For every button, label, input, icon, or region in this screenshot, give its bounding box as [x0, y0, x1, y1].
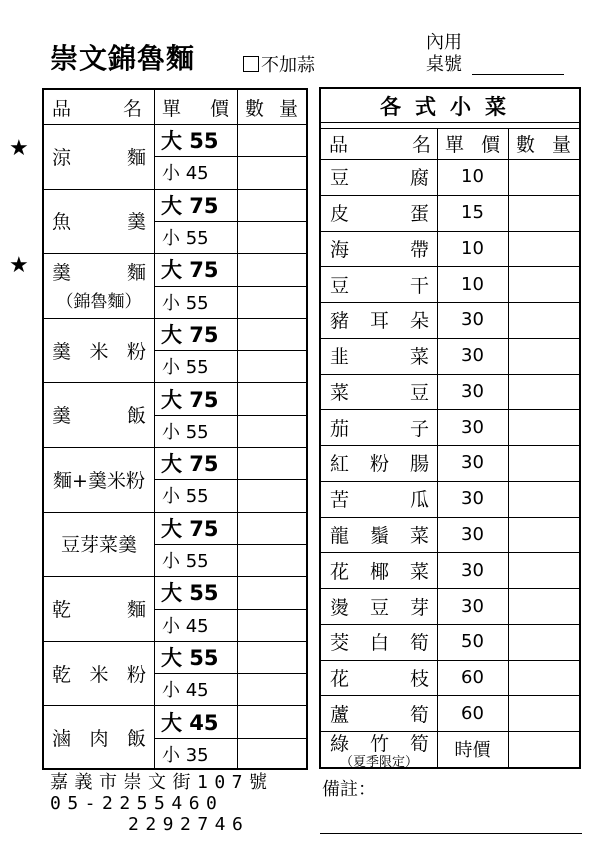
quantity-field[interactable]	[508, 374, 579, 410]
side-dish-char: 干	[409, 274, 429, 297]
menu-item-name	[44, 124, 154, 189]
quantity-field[interactable]	[508, 338, 579, 374]
header-char: 量	[551, 134, 571, 156]
quantity-large-field[interactable]	[237, 253, 306, 285]
side-dish-name	[321, 445, 437, 481]
side-dish-price: 10	[461, 273, 484, 295]
side-dish-char: 椰	[369, 560, 389, 583]
side-dish-char: 筍	[409, 732, 429, 755]
menu-item-char: 羹	[52, 262, 72, 285]
side-dish-label	[321, 729, 437, 756]
menu-item-label	[44, 595, 154, 622]
side-dish-name	[321, 302, 437, 338]
menu-item-name	[44, 382, 154, 447]
menu-item-label	[44, 401, 154, 428]
side-dish-char: 腐	[409, 167, 429, 190]
side-dish-price: 60	[461, 667, 484, 689]
side-dish-label	[321, 485, 437, 512]
side-dish-char: 花	[330, 668, 350, 691]
title-divider	[321, 122, 579, 123]
side-dish-name	[321, 660, 437, 696]
recommended-star-icon: ★	[9, 253, 29, 279]
side-dish-price: 30	[461, 380, 484, 402]
quantity-small-field[interactable]	[237, 350, 306, 382]
quantity-field[interactable]	[508, 731, 579, 767]
header-char: 名	[411, 134, 431, 156]
quantity-field[interactable]	[508, 624, 579, 660]
side-dish-char: 子	[409, 417, 429, 440]
shop-contact	[50, 772, 274, 835]
side-dish-label	[321, 306, 437, 333]
side-dish-label	[321, 378, 437, 405]
side-dish-price: 30	[461, 559, 484, 581]
large-price: 大 75	[161, 516, 219, 541]
menu-item-name	[44, 641, 154, 706]
menu-item-label	[44, 207, 154, 234]
side-dish-label	[321, 557, 437, 584]
quantity-large-field[interactable]	[237, 382, 306, 414]
quantity-large-field[interactable]	[237, 576, 306, 608]
quantity-large-field[interactable]	[237, 705, 306, 737]
side-dish-char: 豆	[330, 167, 350, 190]
menu-item-label	[44, 337, 154, 364]
menu-item-char: 羹	[126, 211, 146, 234]
side-dish-char: 菜	[409, 525, 429, 548]
menu-item-char: 涼	[52, 146, 72, 169]
small-price: 小 35	[162, 744, 209, 766]
phone-number-2: 2292746	[128, 814, 250, 835]
side-dish-char: 菜	[409, 346, 429, 369]
side-dish-char: 菜	[330, 381, 350, 404]
side-dish-char: 枝	[409, 668, 429, 691]
side-dish-label	[321, 593, 437, 620]
menu-item-name	[44, 512, 154, 577]
side-dish-char: 紅	[330, 453, 350, 476]
side-dish-subname: （夏季限定）	[339, 754, 418, 770]
side-dish-name	[321, 731, 437, 770]
quantity-field[interactable]	[508, 552, 579, 588]
side-dish-name	[321, 588, 437, 624]
menu-item-label	[44, 143, 154, 170]
side-dish-label	[321, 700, 437, 727]
side-dish-char: 豬	[330, 310, 350, 333]
menu-item-char: 乾	[52, 598, 72, 621]
side-dish-price: 30	[461, 452, 484, 474]
quantity-large-field[interactable]	[237, 512, 306, 544]
side-dish-char: 筍	[409, 703, 429, 726]
header-cell	[508, 128, 579, 159]
side-dish-char: 龍	[330, 525, 350, 548]
menu-item-char: 麵	[126, 598, 146, 621]
small-price: 小 45	[162, 680, 209, 702]
menu-item-char: 米	[89, 663, 109, 686]
side-dish-price: 10	[461, 237, 484, 259]
side-dish-price: 10	[461, 166, 484, 188]
large-price: 大 75	[161, 452, 219, 477]
quantity-small-field[interactable]	[237, 156, 306, 188]
menu-item-label	[44, 724, 154, 751]
quantity-small-field[interactable]	[237, 544, 306, 576]
side-dish-price: 30	[461, 595, 484, 617]
quantity-field[interactable]	[508, 588, 579, 624]
large-price: 大 75	[161, 387, 219, 412]
side-dish-price: 30	[461, 416, 484, 438]
side-dish-name	[321, 374, 437, 410]
quantity-field[interactable]	[508, 195, 579, 231]
side-dish-label	[321, 342, 437, 369]
quantity-small-field[interactable]	[237, 738, 306, 770]
side-dish-label	[321, 628, 437, 655]
menu-item-label	[44, 660, 154, 687]
large-price: 大 45	[161, 710, 219, 735]
large-price: 大 55	[161, 581, 219, 606]
side-dish-char: 茭	[330, 632, 350, 655]
menu-item-name	[44, 447, 154, 512]
side-dish-label	[321, 199, 437, 226]
quantity-small-field[interactable]	[237, 609, 306, 641]
header-char: 單	[445, 134, 465, 156]
quantity-large-field[interactable]	[237, 641, 306, 673]
side-dish-name	[321, 481, 437, 517]
side-dish-char: 豆	[330, 274, 350, 297]
side-dish-name	[321, 624, 437, 660]
side-dish-char: 海	[330, 238, 350, 261]
menu-item-name	[44, 318, 154, 383]
menu-item-name	[44, 253, 154, 318]
side-dish-label	[321, 163, 437, 190]
quantity-field[interactable]	[508, 409, 579, 445]
table-no-label: 桌號	[426, 54, 462, 75]
menu-item-char: 飯	[126, 728, 146, 751]
menu-item-char: 粉	[126, 340, 146, 363]
phone-number-1: 05-2255460	[50, 793, 224, 814]
side-dish-label	[321, 414, 437, 441]
side-dish-char: 皮	[330, 203, 350, 226]
header-cell	[321, 128, 437, 159]
side-dish-label	[321, 271, 437, 298]
quantity-field[interactable]	[508, 266, 579, 302]
menu-item-char: 米	[89, 340, 109, 363]
small-price: 小 45	[162, 615, 209, 637]
large-price: 大 75	[161, 258, 219, 283]
side-dish-char: 菜	[409, 560, 429, 583]
menu-item-label	[44, 258, 154, 285]
quantity-small-field[interactable]	[237, 286, 306, 318]
menu-item-char: 羹	[52, 340, 72, 363]
quantity-small-field[interactable]	[237, 479, 306, 511]
side-dish-name	[321, 695, 437, 731]
quantity-large-field[interactable]	[237, 124, 306, 156]
menu-item-char: 滷	[52, 728, 72, 751]
side-dish-char: 豆	[409, 381, 429, 404]
menu-item-subname: （錦魯麵）	[56, 292, 142, 313]
side-dish-char: 芽	[409, 596, 429, 619]
side-dish-char: 耳	[369, 310, 389, 333]
dine-in-block	[426, 32, 462, 76]
side-dish-char: 綠	[330, 732, 350, 755]
side-dish-name	[321, 195, 437, 231]
menu-item-name	[44, 576, 154, 641]
side-dish-char: 竹	[369, 732, 389, 755]
quantity-large-field[interactable]	[237, 189, 306, 221]
header-char: 價	[480, 134, 500, 156]
no-garlic-checkbox[interactable]	[243, 56, 259, 72]
side-dish-name	[321, 338, 437, 374]
large-price: 大 55	[161, 645, 219, 670]
side-dish-price: 30	[461, 524, 484, 546]
side-dish-char: 蛋	[409, 203, 429, 226]
quantity-field[interactable]	[508, 660, 579, 696]
side-dish-char: 鬚	[369, 525, 389, 548]
menu-item-char: 麵	[126, 262, 146, 285]
side-dish-char: 朵	[409, 310, 429, 333]
quantity-small-field[interactable]	[237, 415, 306, 447]
quantity-field[interactable]	[508, 445, 579, 481]
menu-item-name	[44, 705, 154, 770]
header-char: 量	[278, 97, 298, 120]
small-price: 小 55	[162, 421, 209, 443]
header-cell	[154, 90, 237, 124]
side-dish-price: 15	[461, 202, 484, 224]
side-dish-price: 30	[461, 345, 484, 367]
large-price: 大 75	[161, 193, 219, 218]
quantity-field[interactable]	[508, 231, 579, 267]
header-cell	[44, 90, 154, 124]
side-dish-char: 筍	[409, 632, 429, 655]
header-char: 數	[245, 97, 265, 120]
header-cell	[437, 128, 508, 159]
header-char: 品	[329, 134, 349, 156]
remarks-field[interactable]	[320, 833, 582, 834]
header-char: 名	[122, 97, 142, 120]
dine-in-label: 內用	[426, 32, 462, 53]
menu-item-name	[44, 189, 154, 254]
menu-item-label: 麵+羹米粉	[53, 469, 145, 492]
side-dish-price: 60	[461, 702, 484, 724]
side-dish-name	[321, 266, 437, 302]
side-dishes-title: 各式小菜	[380, 94, 520, 119]
side-dish-char: 帶	[409, 238, 429, 261]
side-dish-char: 瓜	[409, 489, 429, 512]
side-dish-price: 30	[461, 309, 484, 331]
main-menu-table	[42, 88, 308, 770]
side-dish-char: 粉	[369, 453, 389, 476]
quantity-large-field[interactable]	[237, 447, 306, 479]
small-price: 小 55	[162, 551, 209, 573]
side-dish-price: 時價	[454, 740, 491, 762]
shop-address: 嘉義市崇文街107號	[50, 772, 274, 793]
side-dish-name	[321, 159, 437, 195]
side-dish-label	[321, 235, 437, 262]
menu-item-label: 豆芽菜羹	[60, 534, 137, 557]
quantity-field[interactable]	[508, 517, 579, 553]
menu-item-char: 羹	[52, 405, 72, 428]
large-price: 大 55	[161, 129, 219, 154]
menu-item-char: 麵	[126, 146, 146, 169]
side-dish-label	[321, 521, 437, 548]
small-price: 小 55	[162, 292, 209, 314]
menu-item-char: 飯	[126, 405, 146, 428]
large-price: 大 75	[161, 322, 219, 347]
header-char: 數	[516, 134, 536, 156]
small-price: 小 55	[162, 228, 209, 250]
quantity-field[interactable]	[508, 302, 579, 338]
side-dish-char: 白	[369, 632, 389, 655]
header-char: 單	[162, 97, 182, 120]
side-dish-char: 茄	[330, 417, 350, 440]
quantity-field[interactable]	[508, 481, 579, 517]
side-dish-char: 花	[330, 560, 350, 583]
side-dish-char: 蘆	[330, 703, 350, 726]
recommended-star-icon: ★	[9, 136, 29, 161]
shop-name: 崇文錦魯麵	[50, 42, 196, 75]
side-dishes-table	[319, 87, 581, 769]
menu-item-char: 魚	[52, 211, 72, 234]
side-dish-name	[321, 231, 437, 267]
quantity-field[interactable]	[508, 695, 579, 731]
side-dish-label	[321, 664, 437, 691]
side-dish-char: 豆	[369, 596, 389, 619]
side-dish-price: 50	[461, 631, 484, 653]
side-dish-char: 腸	[409, 453, 429, 476]
side-dish-char: 韭	[330, 346, 350, 369]
header-char: 價	[209, 97, 229, 120]
header-char: 品	[52, 97, 72, 120]
header-cell	[237, 90, 306, 124]
table-no-field[interactable]	[472, 74, 564, 75]
quantity-field[interactable]	[508, 159, 579, 195]
menu-item-char: 肉	[89, 728, 109, 751]
menu-item-char: 粉	[126, 663, 146, 686]
small-price: 小 55	[162, 357, 209, 379]
quantity-small-field[interactable]	[237, 673, 306, 705]
no-garlic-label: 不加蒜	[261, 55, 315, 76]
side-dish-name	[321, 409, 437, 445]
side-dish-char: 苦	[330, 489, 350, 512]
side-dish-price: 30	[461, 488, 484, 510]
small-price: 小 45	[162, 163, 209, 185]
no-garlic-option[interactable]	[243, 51, 315, 77]
quantity-large-field[interactable]	[237, 318, 306, 350]
side-dish-name	[321, 517, 437, 553]
side-dish-char: 燙	[330, 596, 350, 619]
remarks-label: 備註：	[322, 779, 376, 800]
menu-item-char: 乾	[52, 663, 72, 686]
side-dish-name	[321, 552, 437, 588]
small-price: 小 55	[162, 486, 209, 508]
quantity-small-field[interactable]	[237, 221, 306, 253]
side-dish-label	[321, 449, 437, 476]
